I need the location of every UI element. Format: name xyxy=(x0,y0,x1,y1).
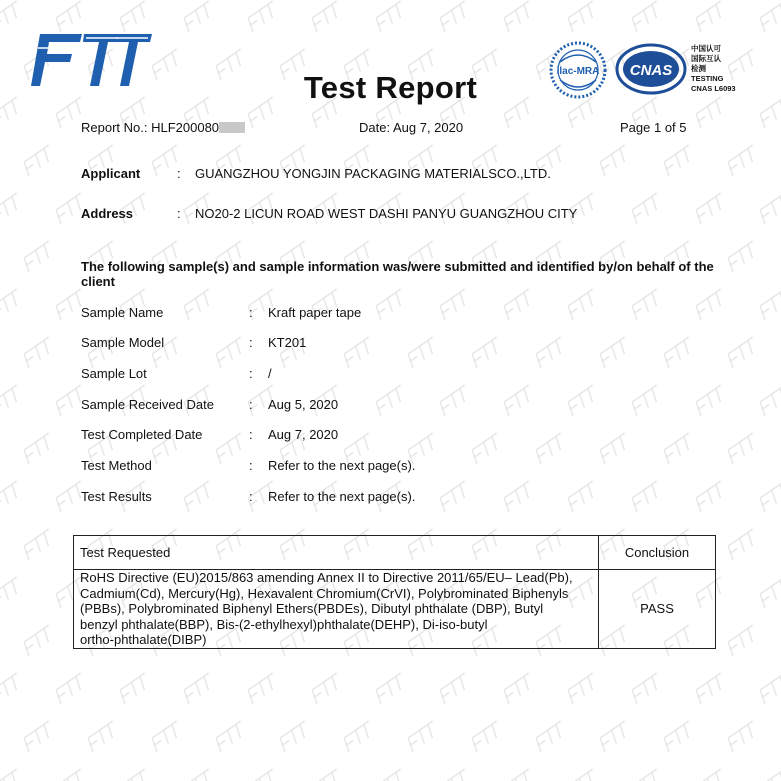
watermark-mark xyxy=(277,721,313,752)
cnas-line: 国际互认 xyxy=(691,54,721,63)
sample-model-label: Sample Model xyxy=(81,335,165,350)
watermark-mark xyxy=(757,769,781,781)
watermark-mark xyxy=(181,1,217,32)
watermark-mark xyxy=(693,193,729,224)
watermark-mark xyxy=(309,769,345,781)
watermark-mark xyxy=(309,673,345,704)
sample-name-colon: : xyxy=(249,305,253,320)
watermark-mark xyxy=(0,193,25,224)
watermark-mark xyxy=(725,433,761,464)
watermark-mark xyxy=(693,385,729,416)
test-completed-date-label: Test Completed Date xyxy=(81,427,203,442)
watermark-mark xyxy=(725,529,761,560)
watermark-mark xyxy=(757,577,781,608)
watermark-mark xyxy=(629,769,665,781)
watermark-mark xyxy=(661,433,697,464)
watermark-mark xyxy=(757,1,781,32)
address-colon: : xyxy=(177,206,181,221)
watermark-mark xyxy=(373,1,409,32)
watermark-mark xyxy=(533,433,569,464)
watermark-mark xyxy=(629,673,665,704)
sample-received-date-value: Aug 5, 2020 xyxy=(268,397,339,412)
cnas-accreditation-text xyxy=(691,44,736,94)
watermark-mark xyxy=(565,289,601,320)
redacted-block xyxy=(219,122,245,133)
watermark-mark xyxy=(501,385,537,416)
sample-lot-value: / xyxy=(268,366,272,381)
results-table xyxy=(73,535,716,649)
test-method-value: Refer to the next page(s). xyxy=(268,458,416,473)
watermark-mark xyxy=(725,337,761,368)
report-date: Date: Aug 7, 2020 xyxy=(359,120,464,135)
watermark-mark xyxy=(437,385,473,416)
watermark-mark xyxy=(725,625,761,656)
watermark-mark xyxy=(245,769,281,781)
watermark-mark xyxy=(629,385,665,416)
watermark-mark xyxy=(469,337,505,368)
watermark-mark xyxy=(181,673,217,704)
address-label: Address xyxy=(81,206,134,221)
watermark-mark xyxy=(21,145,57,176)
watermark-mark xyxy=(757,193,781,224)
watermark-mark xyxy=(21,721,57,752)
watermark-mark xyxy=(21,529,57,560)
test-completed-date-value: Aug 7, 2020 xyxy=(268,427,339,442)
watermark-mark xyxy=(437,289,473,320)
sample-model-colon: : xyxy=(249,335,253,350)
watermark-mark xyxy=(245,1,281,32)
test-method-colon: : xyxy=(249,458,253,473)
watermark-mark xyxy=(373,769,409,781)
watermark-mark xyxy=(757,673,781,704)
watermark-mark xyxy=(373,289,409,320)
watermark-mark xyxy=(245,673,281,704)
watermark-mark xyxy=(757,289,781,320)
watermark-mark xyxy=(629,1,665,32)
watermark-mark xyxy=(693,289,729,320)
ilac-mra-logo xyxy=(548,40,608,100)
watermark-mark xyxy=(0,289,25,320)
test-requested-cell xyxy=(74,570,599,649)
watermark-mark xyxy=(725,145,761,176)
sample-lot-colon: : xyxy=(249,366,253,381)
watermark-mark xyxy=(213,433,249,464)
watermark-mark xyxy=(0,577,25,608)
watermark-mark xyxy=(85,721,121,752)
cnas-logo-text: CNAS xyxy=(629,62,673,79)
watermark-mark xyxy=(597,337,633,368)
cnas-line: CNAS L6093 xyxy=(691,84,736,93)
test-requested-line: benzyl phthalate(BBP), Bis-(2-ethylhexyl)phthalate(DEHP), Di-iso-butyl xyxy=(80,616,488,632)
watermark-mark xyxy=(437,673,473,704)
watermark-mark xyxy=(21,337,57,368)
conclusion-cell: PASS xyxy=(599,570,716,649)
table-header-row xyxy=(74,536,716,570)
watermark-mark xyxy=(181,769,217,781)
watermark-mark xyxy=(149,721,185,752)
watermark-mark xyxy=(661,337,697,368)
watermark-mark xyxy=(725,241,761,272)
watermark-mark xyxy=(117,673,153,704)
watermark-mark xyxy=(693,769,729,781)
watermark-mark xyxy=(373,673,409,704)
watermark-mark xyxy=(213,721,249,752)
watermark-mark xyxy=(21,241,57,272)
watermark-mark xyxy=(629,481,665,512)
address-value: NO20-2 LICUN ROAD WEST DASHI PANYU GUANGZHOU CITY xyxy=(195,206,578,221)
watermark-mark xyxy=(21,433,57,464)
cnas-line: 中国认可 xyxy=(691,44,721,53)
watermark-mark xyxy=(53,673,89,704)
test-method-label: Test Method xyxy=(81,458,152,473)
sample-received-date-label: Sample Received Date xyxy=(81,397,214,412)
watermark-mark xyxy=(21,625,57,656)
watermark-mark xyxy=(53,1,89,32)
table-row xyxy=(74,570,716,649)
watermark-mark xyxy=(437,769,473,781)
sample-model-value: KT201 xyxy=(268,335,307,350)
watermark-mark xyxy=(53,769,89,781)
test-results-label: Test Results xyxy=(81,489,152,504)
watermark-mark xyxy=(0,1,25,32)
cnas-logo xyxy=(614,43,688,95)
watermark-mark xyxy=(501,481,537,512)
watermark-mark xyxy=(501,673,537,704)
watermark-mark xyxy=(501,769,537,781)
watermark-mark xyxy=(533,337,569,368)
watermark-mark xyxy=(469,433,505,464)
report-number: Report No.: HLF200080 xyxy=(81,120,245,135)
watermark-mark xyxy=(757,481,781,512)
report-title: Test Report xyxy=(303,70,478,105)
watermark-mark xyxy=(725,721,761,752)
watermark-mark xyxy=(405,721,441,752)
watermark-mark xyxy=(0,481,25,512)
test-requested-line: Cadmium(Cd), Mercury(Hg), Hexavalent Chromium(CrVI), Polybrominated Biphenyls xyxy=(80,585,569,601)
sample-name-value: Kraft paper tape xyxy=(268,305,362,320)
watermark-mark xyxy=(405,337,441,368)
watermark-mark xyxy=(117,769,153,781)
watermark-mark xyxy=(693,673,729,704)
test-results-value: Refer to the next page(s). xyxy=(268,489,416,504)
watermark-mark xyxy=(757,385,781,416)
watermark-mark xyxy=(309,1,345,32)
watermark-mark xyxy=(0,385,25,416)
watermark-mark xyxy=(661,145,697,176)
watermark-mark xyxy=(533,721,569,752)
watermark-mark xyxy=(437,1,473,32)
watermark-mark xyxy=(693,1,729,32)
test-requested-line: RoHS Directive (EU)2015/863 amending Annex II to Directive 2011/65/EU– Lead(Pb), xyxy=(80,570,573,585)
watermark-mark xyxy=(693,481,729,512)
watermark-mark xyxy=(181,481,217,512)
watermark-mark xyxy=(181,289,217,320)
sample-lot-label: Sample Lot xyxy=(81,366,147,381)
header-test-requested: Test Requested xyxy=(74,536,599,570)
watermark-mark xyxy=(501,289,537,320)
header-conclusion: Conclusion xyxy=(599,536,716,570)
cnas-line: TESTING xyxy=(691,74,724,83)
watermark-mark xyxy=(597,145,633,176)
watermark-mark xyxy=(117,1,153,32)
watermark-mark xyxy=(501,1,537,32)
watermark-mark xyxy=(341,337,377,368)
watermark-mark xyxy=(565,769,601,781)
watermark-mark xyxy=(629,289,665,320)
cnas-line: 检测 xyxy=(691,64,706,73)
watermark-mark xyxy=(437,481,473,512)
watermark-mark xyxy=(565,1,601,32)
test-completed-date-colon: : xyxy=(249,427,253,442)
applicant-label: Applicant xyxy=(81,166,141,181)
sample-name-label: Sample Name xyxy=(81,305,164,320)
applicant-colon: : xyxy=(177,166,181,181)
applicant-value: GUANGZHOU YONGJIN PACKAGING MATERIALSCO.,LTD. xyxy=(195,166,551,181)
watermark-mark xyxy=(597,721,633,752)
watermark-mark xyxy=(597,433,633,464)
test-results-colon: : xyxy=(249,489,253,504)
watermark-mark xyxy=(469,721,505,752)
watermark-mark xyxy=(341,721,377,752)
ilac-text: ilac-MRA xyxy=(556,66,600,77)
page-indicator: Page 1 of 5 xyxy=(620,120,687,135)
sample-received-date-colon: : xyxy=(249,397,253,412)
watermark-mark xyxy=(565,385,601,416)
watermark-mark xyxy=(661,721,697,752)
watermark-mark xyxy=(373,385,409,416)
sample-intro: The following sample(s) and sample information was/were submitted and identified by/on behalf of the client xyxy=(81,259,714,289)
test-requested-line: (PBBs), Polybrominated Biphenyl Ethers(PBDEs), Dibutyl phthalate (DBP), Butyl xyxy=(80,601,544,616)
watermark-mark xyxy=(629,193,665,224)
watermark-mark xyxy=(213,337,249,368)
test-requested-line: ortho-phthalate(DIBP) xyxy=(80,632,207,647)
watermark-mark xyxy=(0,673,25,704)
watermark-mark xyxy=(565,673,601,704)
watermark-mark xyxy=(565,481,601,512)
watermark-mark xyxy=(0,769,25,781)
